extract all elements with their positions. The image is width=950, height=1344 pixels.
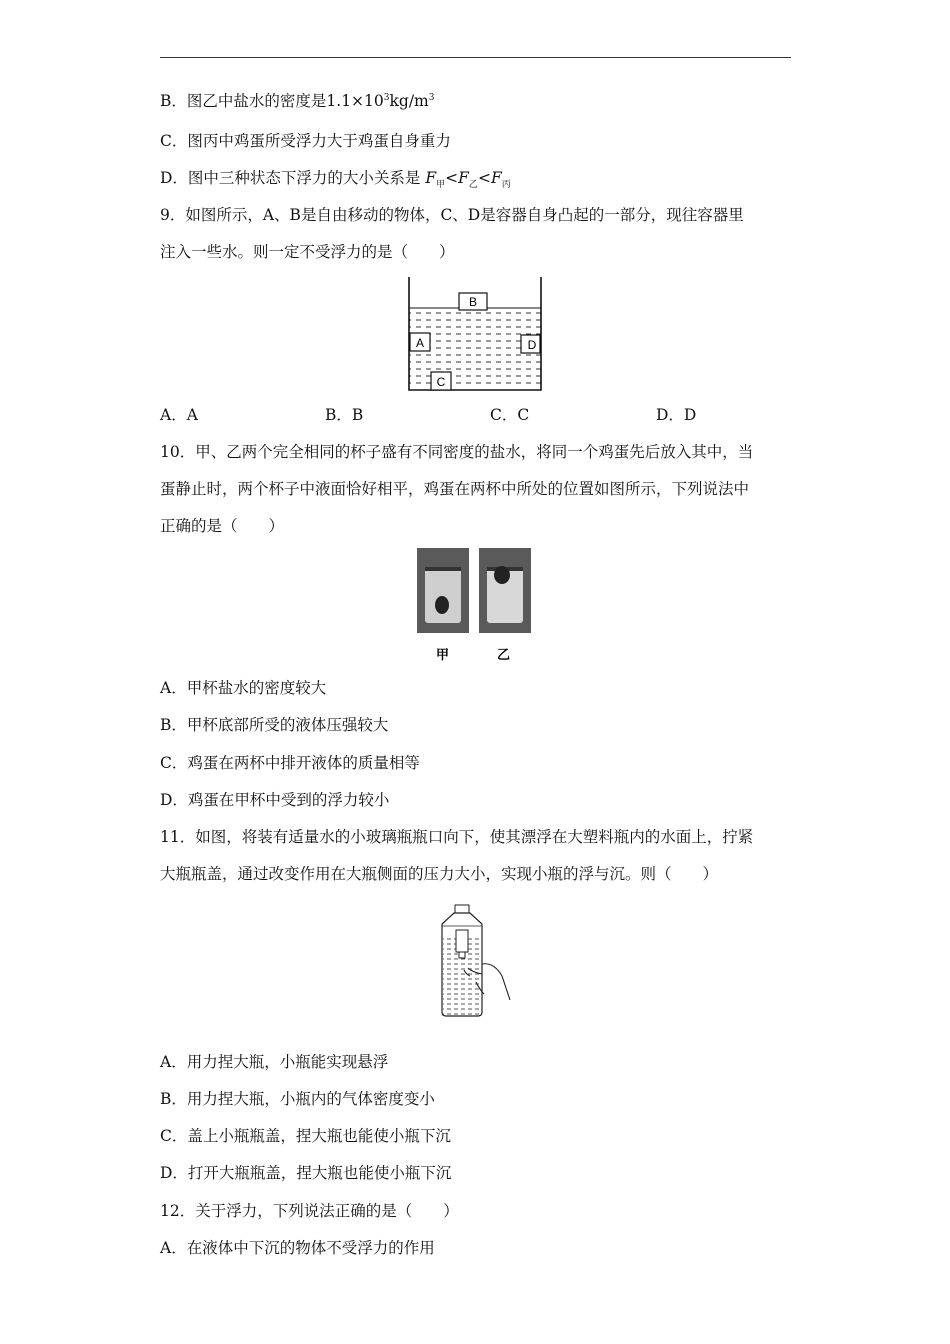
q10-label-yi: 乙 (497, 648, 511, 663)
q9-label-b: B (468, 295, 478, 309)
q10-option-a: A．甲杯盐水的密度较大 (160, 679, 327, 697)
q10-label-jia: 甲 (436, 648, 450, 663)
q8-d-sub1: 甲 (436, 180, 446, 191)
q9-option-c: C．C (490, 406, 530, 424)
q8-b-unit-exp: 3 (428, 93, 435, 103)
q12-option-a: A．在液体中下沉的物体不受浮力的作用 (160, 1239, 435, 1257)
q8-d-sub3: 丙 (501, 180, 511, 191)
q10-cup-jia-glass (425, 567, 461, 623)
q9-label-a: A (415, 336, 425, 350)
q10-stem-line3: 正确的是（ ） (160, 517, 285, 535)
q8-d-sub2: 乙 (468, 180, 478, 191)
q8-option-d (160, 168, 511, 195)
q10-option-c: C．鸡蛋在两杯中排开液体的质量相等 (160, 754, 420, 772)
q9-option-d: D．D (656, 406, 697, 424)
q9-option-b: B．B (325, 406, 364, 424)
q8-d-text: D．图中三种状态下浮力的大小关系是 (160, 169, 421, 187)
header-rule (160, 57, 791, 58)
q10-option-b: B．甲杯底部所受的液体压强较大 (160, 716, 389, 734)
q11-small-bottle-mouth (459, 952, 465, 958)
q8-d-f2: F (458, 169, 469, 187)
q11-big-bottle-cap (455, 905, 469, 913)
q11-bottle-figure (432, 902, 517, 1020)
q9-option-a: A．A (160, 406, 198, 424)
q9-label-d: D (527, 338, 537, 352)
q8-b-unit: kg/m (389, 92, 429, 111)
q8-option-b (160, 88, 434, 111)
q11-option-a: A．用力捏大瓶，小瓶能实现悬浮 (160, 1053, 389, 1071)
q12-stem-line1: 12．关于浮力，下列说法正确的是（ ） (160, 1202, 459, 1220)
q11-option-c: C．盖上小瓶瓶盖，捏大瓶也能使小瓶下沉 (160, 1127, 451, 1145)
q11-option-b: B．用力捏大瓶，小瓶内的气体密度变小 (160, 1090, 435, 1108)
q9-stem-line1: 9．如图所示，A、B是自由移动的物体，C、D是容器自身凸起的一部分，现往容器里 (160, 206, 744, 224)
q11-option-d: D．打开大瓶瓶盖，捏大瓶也能使小瓶下沉 (160, 1164, 452, 1182)
q8-d-lt2: < (477, 169, 491, 187)
q8-d-f1: F (425, 169, 437, 187)
q11-stem-line2: 大瓶瓶盖，通过改变作用在大瓶侧面的压力大小，实现小瓶的浮与沉。则（ ） (160, 865, 719, 883)
q9-label-c: C (436, 375, 446, 389)
q10-cup-jia-surface (425, 567, 461, 571)
q10-stem-line1: 10．甲、乙两个完全相同的杯子盛有不同密度的盐水，将同一个鸡蛋先后放入其中，当 (160, 443, 754, 461)
q10-cups-figure (413, 545, 533, 665)
q10-egg-jia (435, 596, 449, 614)
q11-stem-line1: 11．如图，将装有适量水的小玻璃瓶瓶口向下，使其漂浮在大塑料瓶内的水面上，拧紧 (160, 828, 754, 846)
q10-stem-line2: 蛋静止时，两个杯子中液面恰好相平，鸡蛋在两杯中所处的位置如图所示，下列说法中 (160, 480, 750, 498)
q11-small-bottle (456, 930, 468, 952)
q8-d-f3: F (490, 169, 502, 187)
q8-option-c: C．图丙中鸡蛋所受浮力大于鸡蛋自身重力 (160, 132, 451, 150)
q9-stem-line2: 注入一些水。则一定不受浮力的是（ ） (160, 243, 455, 261)
q8-b-exp: 3 (383, 93, 390, 103)
q10-option-d: D．鸡蛋在甲杯中受到的浮力较小 (160, 791, 390, 809)
q9-container-figure (405, 275, 545, 395)
q8-b-text: B．图乙中盐水的密度是 (160, 92, 327, 111)
q8-d-lt1: < (445, 169, 459, 187)
q8-b-value: 1.1×10 (326, 92, 384, 111)
q10-egg-yi (494, 566, 510, 584)
